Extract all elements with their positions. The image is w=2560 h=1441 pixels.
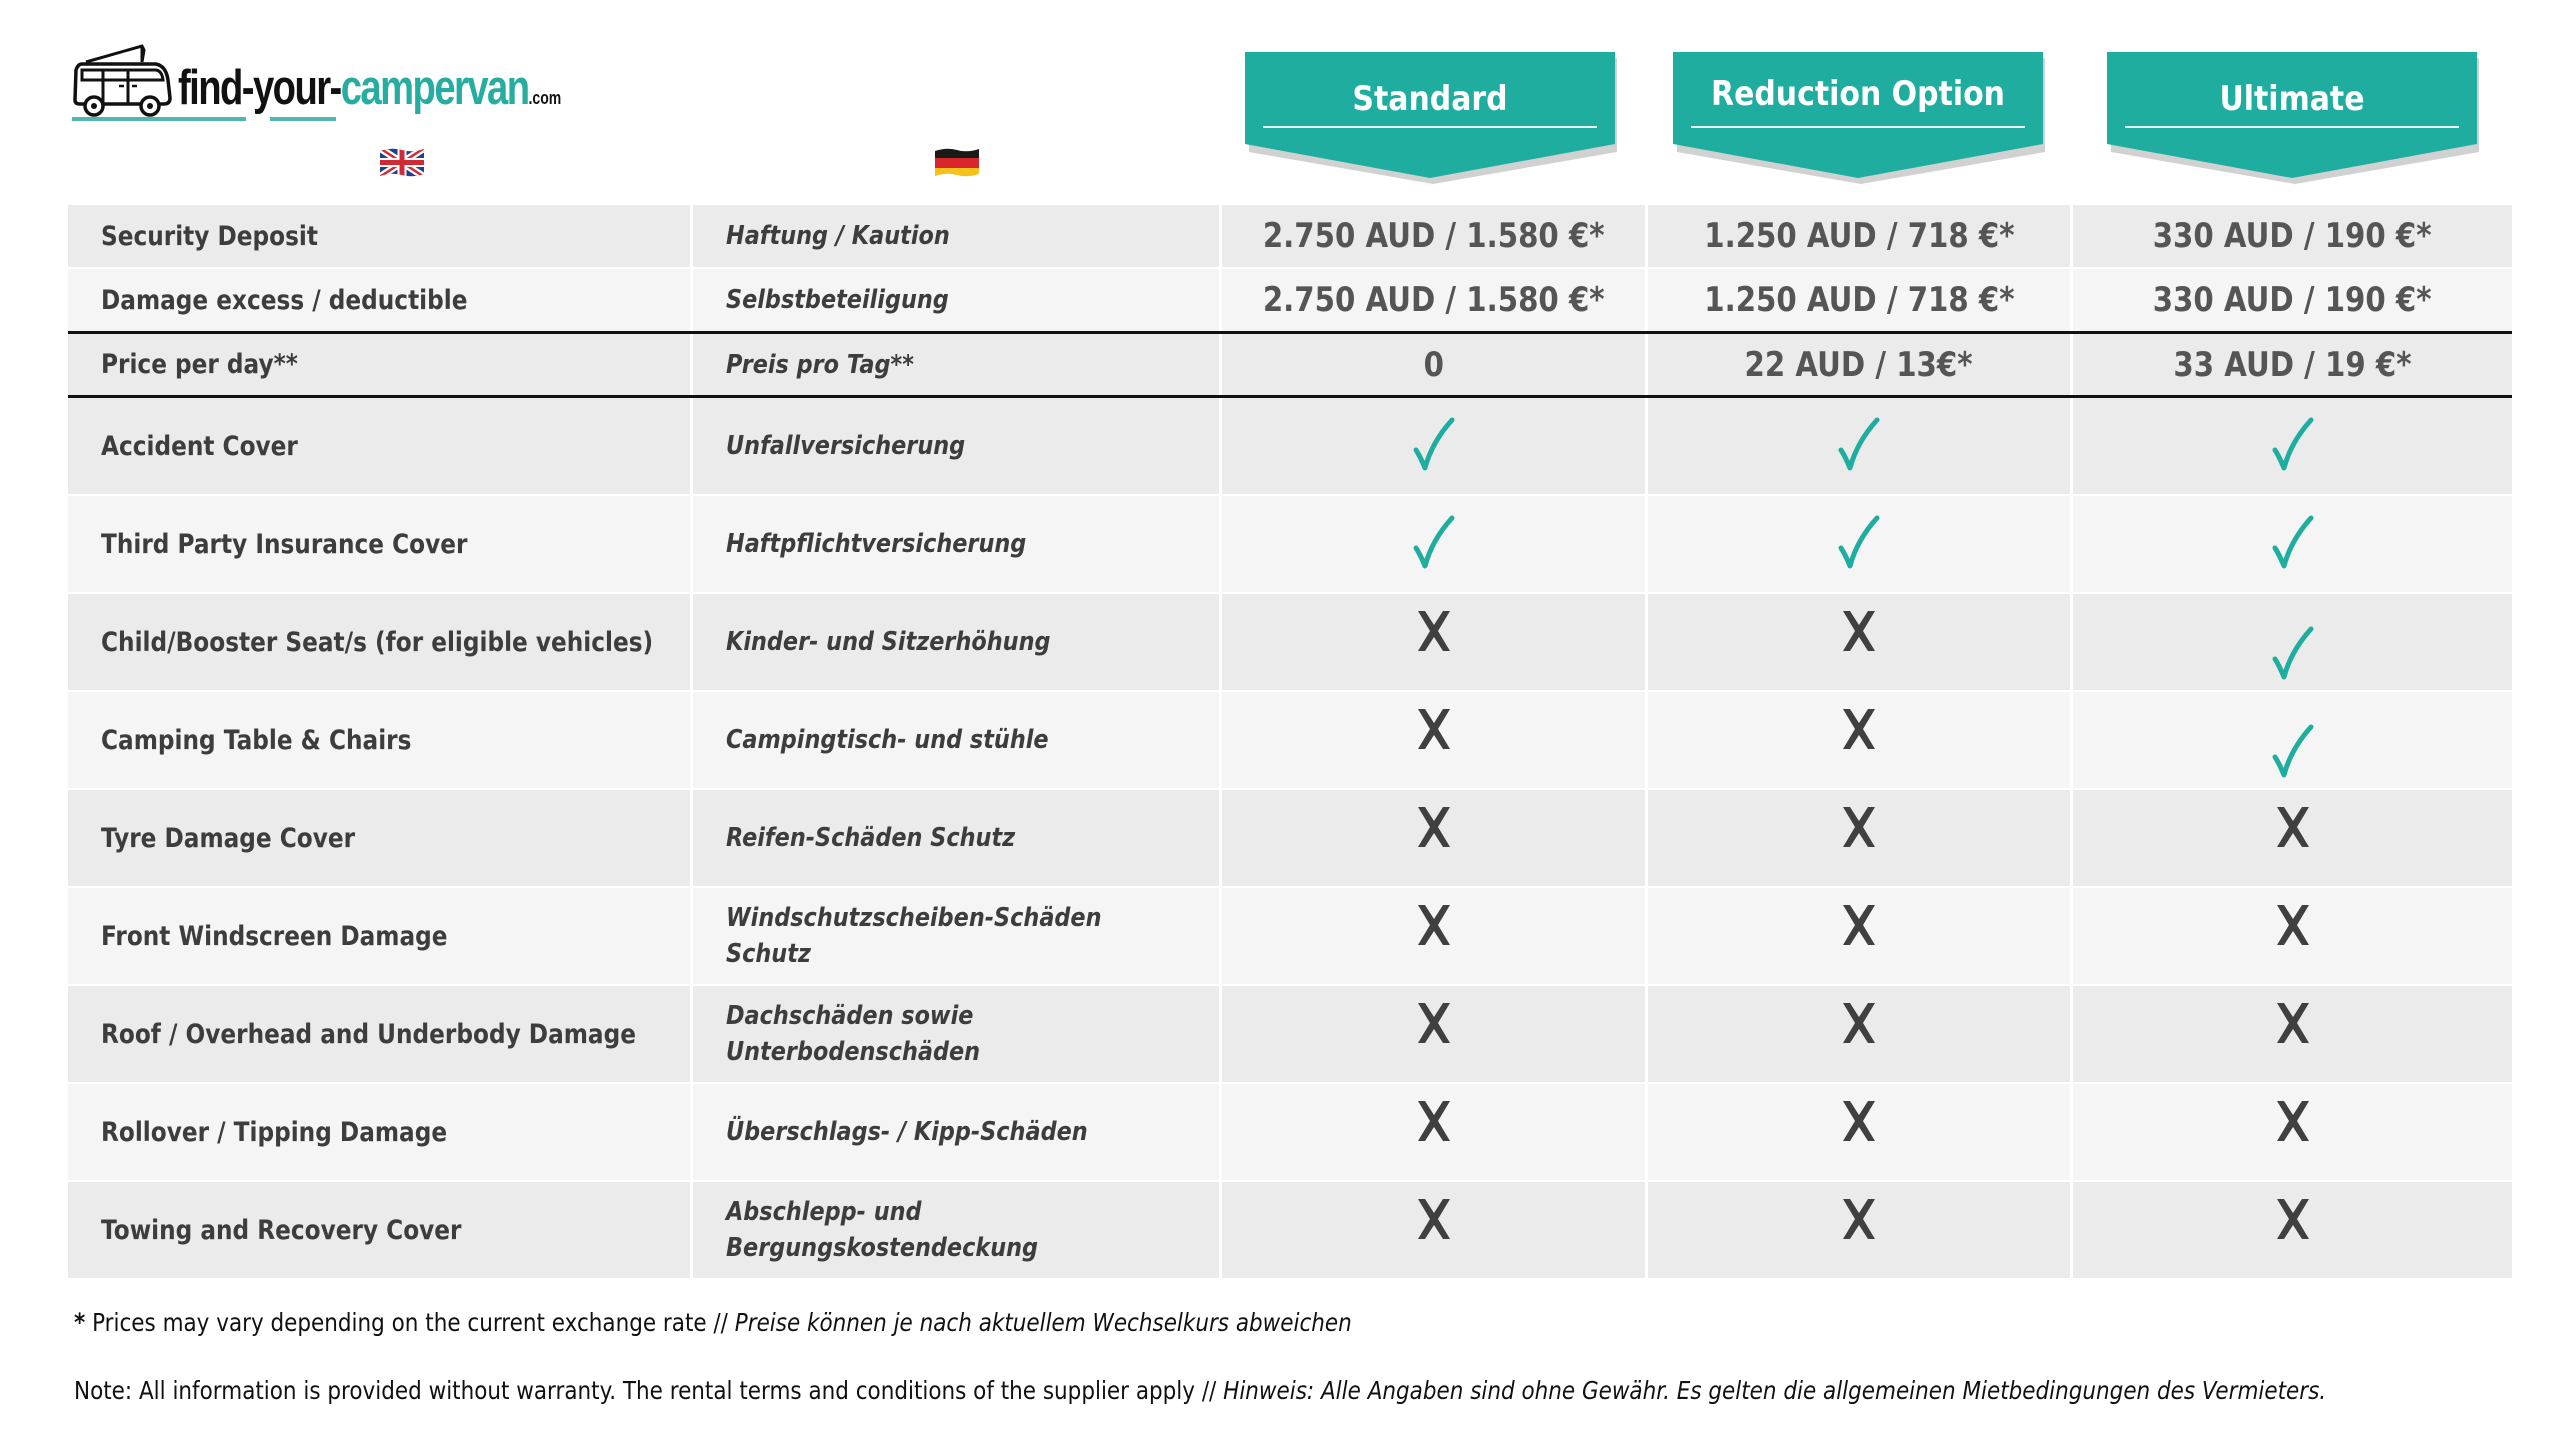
value-reduction-option: [1648, 1182, 2070, 1278]
feature-de: Reifen-Schäden Schutz: [693, 790, 1219, 886]
value-reduction-option: 1.250 AUD / 718 €*: [1648, 269, 2070, 331]
table-row: [68, 1084, 2512, 1180]
cross-icon: [2267, 801, 2319, 857]
value-ultimate: [2073, 692, 2512, 788]
plan-label: Reduction Option: [1711, 74, 2005, 114]
exchange-rate-note: [74, 1308, 1352, 1337]
value-standard: [1222, 986, 1645, 1082]
campervan-icon: [72, 40, 174, 120]
table-row: [68, 1182, 2512, 1278]
plan-label: Standard: [1352, 79, 1508, 119]
table-row: [68, 790, 2512, 886]
cross-icon: [1833, 605, 1885, 661]
value-standard: 0: [1222, 334, 1645, 395]
exchange-note-de: Preise können je nach aktuellem Wechselkurs abweichen: [734, 1308, 1352, 1337]
cross-icon: [1408, 1193, 1460, 1249]
table-row: [68, 269, 2512, 331]
exchange-note-en: Prices may vary depending on the current exchange rate //: [85, 1308, 735, 1337]
check-icon: [1408, 514, 1460, 570]
plan-header-standard: [1245, 52, 1615, 180]
cross-icon: [1833, 1193, 1885, 1249]
value-standard: 2.750 AUD / 1.580 €*: [1222, 269, 1645, 331]
feature-de: Kinder- und Sitzerhöhung: [693, 594, 1219, 690]
feature-en: Accident Cover: [68, 398, 690, 494]
cross-icon: [1408, 1095, 1460, 1151]
check-icon: [1833, 514, 1885, 570]
cross-icon: [1408, 997, 1460, 1053]
value-reduction-option: [1648, 692, 2070, 788]
plan-underline: [1691, 126, 2025, 128]
cross-icon: [1833, 703, 1885, 759]
warranty-note-de: Hinweis: Alle Angaben sind ohne Gewähr. Es gelten die allgemeinen Mietbedingungen des Vermieters.: [1223, 1376, 2327, 1405]
warranty-note: [74, 1376, 2326, 1405]
plan-header-reduction-option: [1673, 52, 2043, 180]
value-reduction-option: [1648, 496, 2070, 592]
cross-icon: [1408, 801, 1460, 857]
feature-en: Tyre Damage Cover: [68, 790, 690, 886]
check-icon: [2267, 514, 2319, 570]
cross-icon: [1833, 899, 1885, 955]
value-standard: [1222, 692, 1645, 788]
value-reduction-option: [1648, 888, 2070, 984]
value-ultimate: [2073, 986, 2512, 1082]
check-icon: [1408, 416, 1460, 472]
value-ultimate: [2073, 594, 2512, 690]
feature-rows: [68, 398, 2512, 1278]
value-ultimate: [2073, 1084, 2512, 1180]
feature-en: Front Windscreen Damage: [68, 888, 690, 984]
value-standard: [1222, 790, 1645, 886]
feature-de: Windschutzscheiben-Schäden Schutz: [693, 888, 1219, 984]
feature-en: Rollover / Tipping Damage: [68, 1084, 690, 1180]
value-standard: [1222, 888, 1645, 984]
cross-icon: [1833, 997, 1885, 1053]
cross-icon: [1833, 801, 1885, 857]
logo-underline-2: [270, 117, 336, 121]
cross-icon: [2267, 1193, 2319, 1249]
value-ultimate: [2073, 398, 2512, 494]
check-icon: [2267, 416, 2319, 472]
value-standard: [1222, 594, 1645, 690]
plan-badge-shape: [1673, 52, 2043, 180]
value-standard: 2.750 AUD / 1.580 €*: [1222, 205, 1645, 267]
value-reduction-option: [1648, 1084, 2070, 1180]
footnote-star: *: [74, 1308, 86, 1337]
table-row: [68, 205, 2512, 267]
cross-icon: [2267, 899, 2319, 955]
cross-icon: [1833, 1095, 1885, 1151]
value-ultimate: [2073, 1182, 2512, 1278]
uk-flag-icon: [378, 147, 426, 178]
value-reduction-option: 1.250 AUD / 718 €*: [1648, 205, 2070, 267]
feature-en: Camping Table & Chairs: [68, 692, 690, 788]
value-reduction-option: [1648, 594, 2070, 690]
value-ultimate: 33 AUD / 19 €*: [2073, 334, 2512, 395]
value-ultimate: [2073, 888, 2512, 984]
value-ultimate: [2073, 496, 2512, 592]
feature-en: Child/Booster Seat/s (for eligible vehicles): [68, 594, 690, 690]
brand-name-suffix: .com: [528, 88, 562, 108]
plan-header-ultimate: [2107, 52, 2477, 180]
cross-icon: [2267, 1095, 2319, 1151]
brand-name-part1: find-your-: [178, 61, 341, 115]
feature-de: Unfallversicherung: [693, 398, 1219, 494]
feature-de: Selbstbeteiligung: [693, 269, 1219, 331]
value-standard: [1222, 1182, 1645, 1278]
feature-de: Abschlepp- und Bergungskostendeckung: [693, 1182, 1219, 1278]
plan-label: Ultimate: [2219, 79, 2365, 119]
value-ultimate: 330 AUD / 190 €*: [2073, 269, 2512, 331]
cross-icon: [2267, 997, 2319, 1053]
table-row: [68, 496, 2512, 592]
comparison-table: [68, 205, 2512, 1278]
feature-en: Security Deposit: [68, 205, 690, 267]
brand-name-part2: campervan: [340, 61, 529, 115]
check-icon: [2267, 625, 2319, 681]
feature-de: Haftpflichtversicherung: [693, 496, 1219, 592]
value-standard: [1222, 496, 1645, 592]
feature-en: Price per day**: [68, 334, 690, 395]
check-icon: [1833, 416, 1885, 472]
table-row: [68, 398, 2512, 494]
warranty-note-en: Note: All information is provided without warranty. The rental terms and conditions of the supplier apply //: [74, 1376, 1224, 1405]
feature-en: Third Party Insurance Cover: [68, 496, 690, 592]
plan-underline: [2125, 126, 2459, 128]
table-row: [68, 331, 2512, 398]
feature-de: Überschlags- / Kipp-Schäden: [693, 1084, 1219, 1180]
value-reduction-option: [1648, 398, 2070, 494]
check-icon: [2267, 723, 2319, 779]
feature-en: Damage excess / deductible: [68, 269, 690, 331]
feature-en: Roof / Overhead and Underbody Damage: [68, 986, 690, 1082]
value-reduction-option: [1648, 790, 2070, 886]
value-reduction-option: [1648, 986, 2070, 1082]
value-ultimate: [2073, 790, 2512, 886]
brand-logo: [70, 38, 610, 128]
feature-de: Dachschäden sowie Unterbodenschäden: [693, 986, 1219, 1082]
logo-underline-1: [72, 117, 246, 121]
value-standard: [1222, 1084, 1645, 1180]
cross-icon: [1408, 703, 1460, 759]
brand-wordmark: [178, 61, 562, 115]
table-row: [68, 986, 2512, 1082]
feature-de: Preis pro Tag**: [693, 334, 1219, 395]
cross-icon: [1408, 899, 1460, 955]
table-row: [68, 594, 2512, 690]
value-reduction-option: 22 AUD / 13€*: [1648, 334, 2070, 395]
plan-underline: [1263, 126, 1597, 128]
table-row: [68, 888, 2512, 984]
feature-de: Campingtisch- und stühle: [693, 692, 1219, 788]
value-ultimate: 330 AUD / 190 €*: [2073, 205, 2512, 267]
feature-de: Haftung / Kaution: [693, 205, 1219, 267]
table-row: [68, 692, 2512, 788]
feature-en: Towing and Recovery Cover: [68, 1182, 690, 1278]
germany-flag-icon: [933, 147, 981, 178]
value-standard: [1222, 398, 1645, 494]
cross-icon: [1408, 605, 1460, 661]
